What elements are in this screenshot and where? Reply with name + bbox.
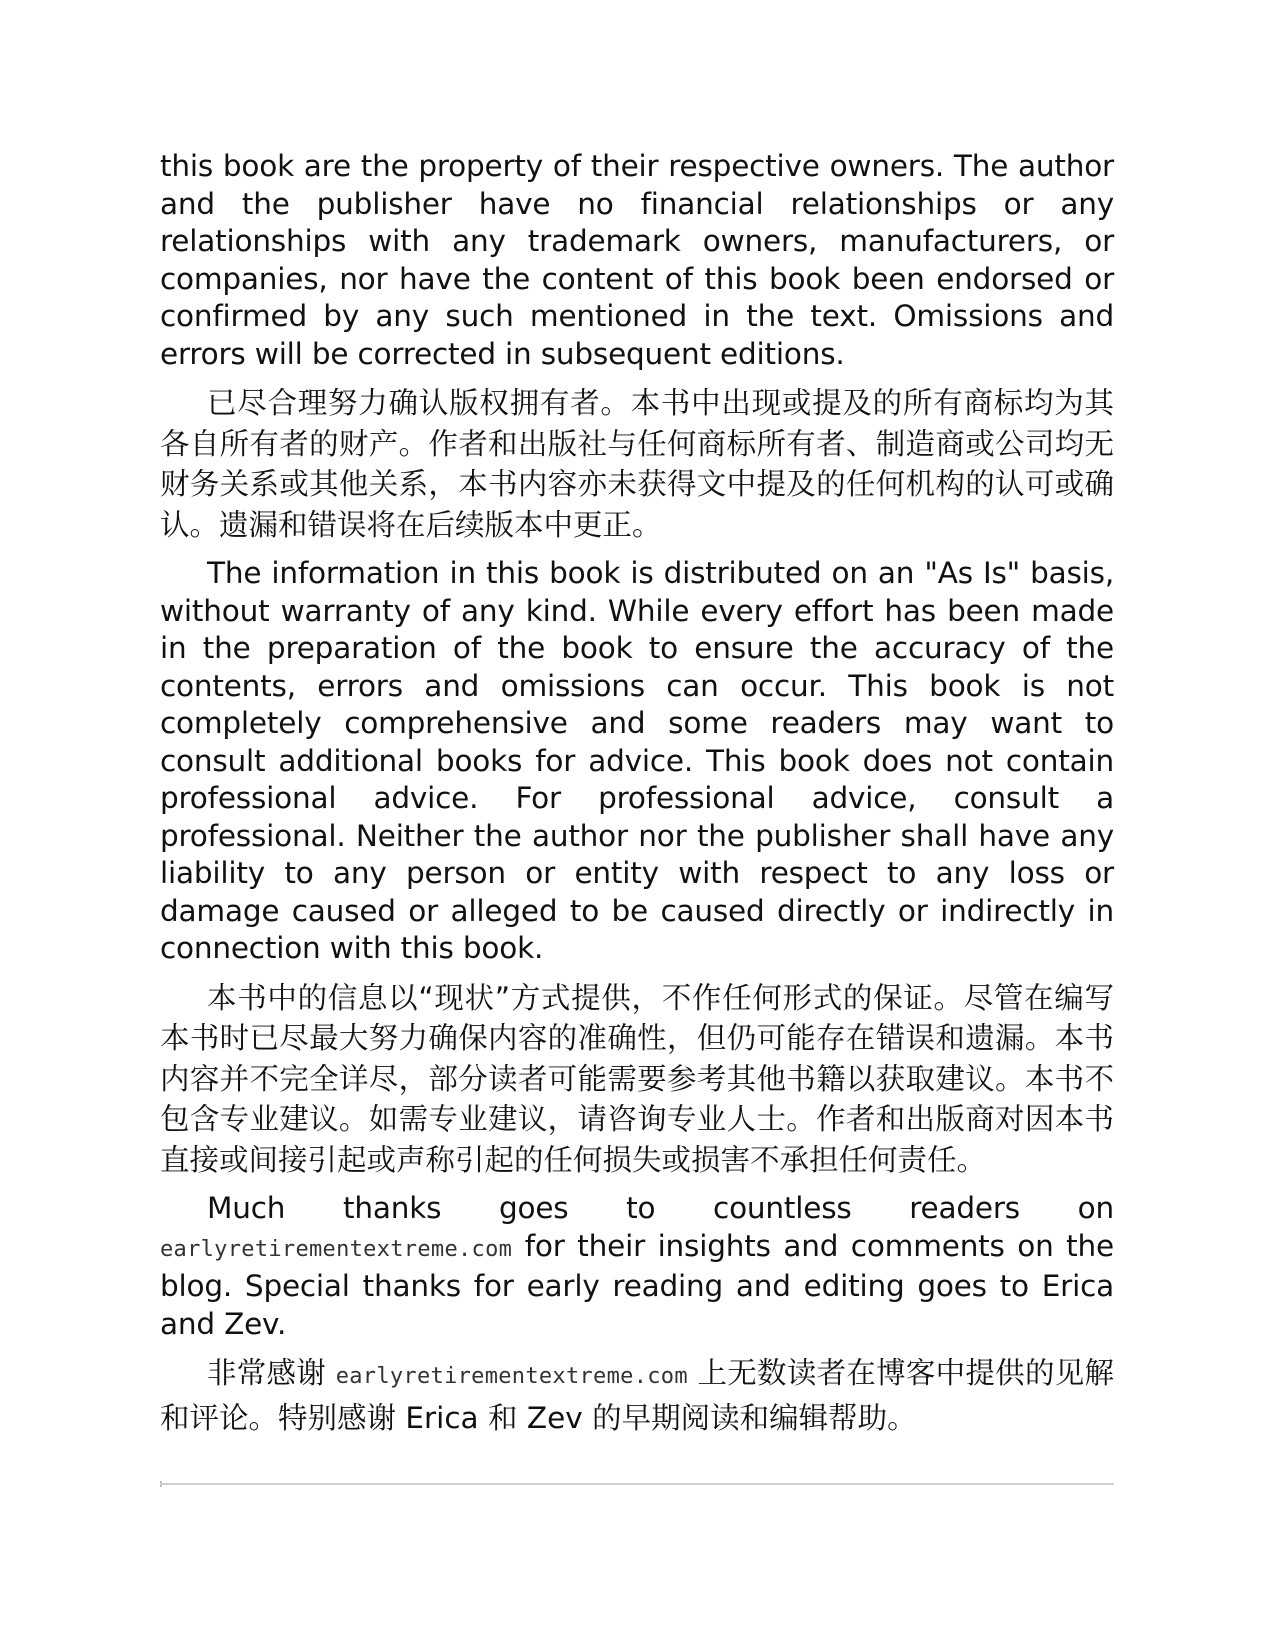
thanks-en-text-before: Much thanks goes to countless readers on — [207, 1191, 1114, 1225]
page-body — [160, 148, 1114, 1448]
paragraph-trademarks-zh: 已尽合理努力确认版权拥有者。本书中出现或提及的所有商标均为其各自所有者的财产。作者和出版社与任何商标所有者、制造商或公司均无财务关系或其他关系，本书内容亦未获得文中提及的任何机构的认可或确认。遗漏和错误将在后续版本中更正。 — [160, 386, 1114, 542]
thanks-en-text-after: for their insights and comments on the blog. Special thanks for early reading and editing goes to Erica and Zev. — [160, 1228, 1114, 1341]
paragraph-disclaimer-zh: 本书中的信息以“现状”方式提供，不作任何形式的保证。尽管在编写本书时已尽最大努力确保内容的准确性，但仍可能存在错误和遗漏。本书内容并不完全详尽，部分读者可能需要参考其他书籍以获取建议。本书不包含专业建议。如需专业建议，请咨询专业人士。作者和出版商对因本书直接或间接引起或声称引起的任何损失或损害不承担任何责任。 — [160, 980, 1114, 1177]
thanks-zh-text-after: 上无数读者在博客中提供的见解和评论。特别感谢 Erica 和 Zev 的早期阅读和编辑帮助。 — [160, 1356, 1114, 1435]
paragraph-trademarks-en: this book are the property of their respective owners. The author and the publisher have no financial relationships or any relationships with any trademark owners, manufacturers, or companies, nor have the content of this book been endorsed or confirmed by any such mentioned in the text. Omissions and errors will be corrected in subsequent editions. — [160, 149, 1114, 371]
horizontal-rule — [160, 1483, 1114, 1485]
blog-url-zh: earlyretirementextreme.com — [335, 1364, 688, 1389]
paragraph-disclaimer-en: The information in this book is distributed on an "As Is" basis, without warranty of any kind. While every effort has been made in the preparation of the book to ensure the accuracy of the contents, errors and omissions can occur. This book is not completely comprehensive and some readers may want to consult additional books for advice. This book does not contain professional advice. For professional advice, consult a professional. Neither the author nor the publisher shall have any liability to any person or entity with respect to any loss or damage caused or alleged to be caused directly or indirectly in connection with this book. — [160, 556, 1114, 965]
paragraph-thanks-zh — [160, 1353, 1114, 1438]
blog-url: earlyretirementextreme.com — [160, 1236, 513, 1262]
paragraph-thanks-en — [160, 1190, 1114, 1343]
thanks-zh-text-before: 非常感谢 — [207, 1356, 336, 1390]
